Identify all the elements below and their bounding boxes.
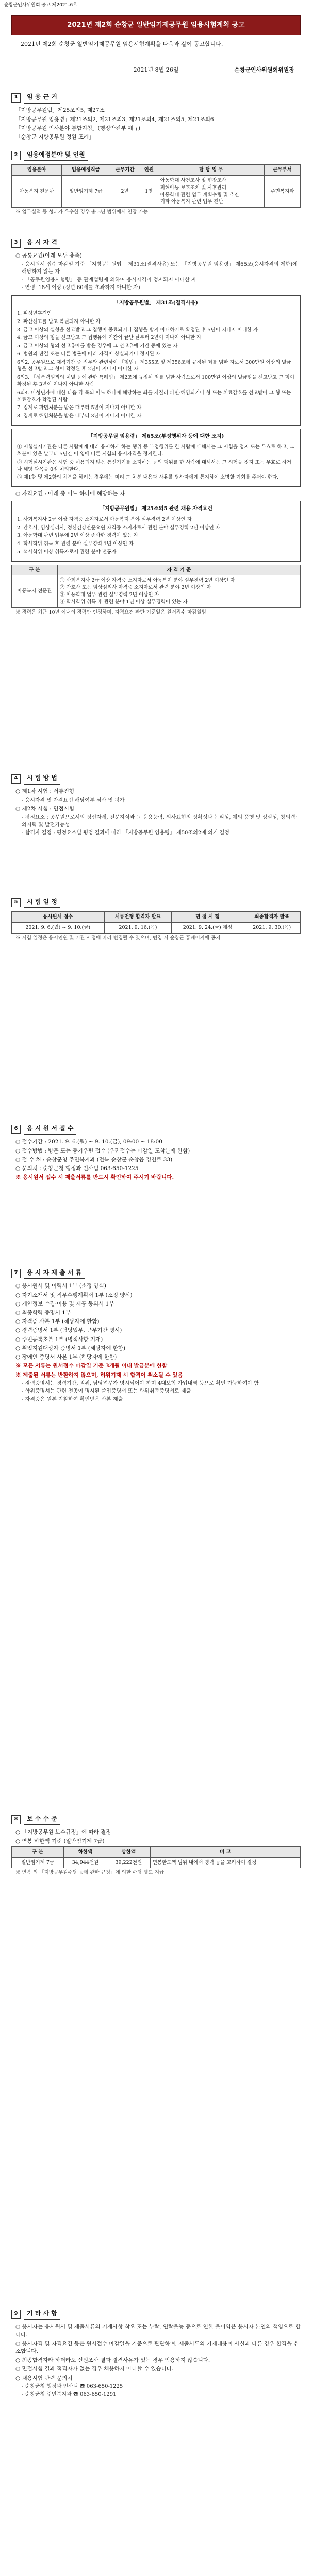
other-line: ○ 면접시험 결과 적격자가 없는 경우 채용하지 아니할 수 있습니다. bbox=[15, 2366, 174, 2372]
table-header: 비 고 bbox=[150, 1846, 300, 1857]
box-item: 1. 피성년후견인 bbox=[17, 311, 52, 317]
section-title: 임 용 근 거 bbox=[24, 92, 60, 104]
document-item: ○ 취업지원대상자 증명서 1부 (해당자에 한함) bbox=[15, 1345, 126, 1351]
table-header: 구 분 bbox=[12, 1846, 64, 1857]
document-item: ○ 자기소개서 및 직무수행계획서 1부 (소정 양식) bbox=[15, 1292, 133, 1298]
table-header: 근무부서 bbox=[264, 165, 300, 176]
cell-field: 아동복지 전문관 bbox=[12, 176, 62, 208]
section-title: 기 타 사 항 bbox=[24, 2308, 60, 2320]
section-number: 9 bbox=[11, 2310, 21, 2319]
table-cell: 일반임기제 7급 bbox=[12, 1857, 64, 1868]
qual-line: - 응시원서 접수 마감일 기준 「지방공무원법」 제31조(결격사유) 또는 「지방공무원 임용령」 제65조(응시자격의 제한)에 해당하지 않는 자 bbox=[22, 261, 298, 275]
table-header: 면 접 시 험 bbox=[172, 912, 243, 923]
box-item: 6의3. 「성폭력범죄의 처벌 등에 관한 특례법」 제2조에 규정된 죄를 범한 사람으로서 100만원 이상의 벌금형을 선고받고 그 형이 확정된 후 3년이 지나지 아니한 사람 bbox=[17, 375, 294, 387]
intro-text: 2021년 제2회 순창군 일반임기제공무원 임용시험계획을 다음과 같이 공고합니다. bbox=[21, 41, 223, 47]
application-line: ○ 접수기간 : 2021. 9. 6.(월) ~ 9. 10.(금), 09:00 ~ 18:00 bbox=[15, 1139, 162, 1145]
section-title: 응 시 자 격 bbox=[24, 237, 60, 249]
section-number: 8 bbox=[11, 1815, 21, 1824]
other-line: ○ 최종합격자라 하더라도 신원조사 결과 결격사유가 있는 경우 임용하지 않습니다. bbox=[15, 2357, 210, 2364]
box-title: 「지방공무원법」 제25조의5 관련 채용 자격요건 bbox=[99, 506, 213, 512]
table-cell: 연봉한도액 범위 내에서 경력 등을 고려하여 결정 bbox=[150, 1857, 300, 1868]
box-item: 4. 학사학위 취득 후 관련 분야 실무경력 1년 이상인 자 bbox=[17, 541, 134, 547]
box-item: 4. 금고 이상의 형을 선고받고 그 집행유예 기간이 끝난 날부터 2년이 지나지 아니한 자 bbox=[17, 335, 202, 341]
table-header: 상한액 bbox=[107, 1846, 150, 1857]
box-item: 6의2. 공무원으로 재직기간 중 직무와 관련하여 「형법」 제355조 및 제356조에 규정된 죄를 범한 자로서 300만원 이상의 벌금형을 선고받고 그 형이 확정된 후 2년이 지나지 아니한 자 bbox=[17, 359, 291, 372]
qual-line: - 「공무원임용시험령」 등 관계법령에 의하여 응시자격이 정지되지 아니한 자 bbox=[22, 277, 196, 283]
box-title: 「지방공무원 임용령」 제65조(부정행위자 등에 대한 조치) bbox=[88, 433, 224, 439]
cell-count: 1명 bbox=[140, 176, 158, 208]
box-item: 1. 사회복지사 2급 이상 자격증 소지자로서 아동복지 분야 실무경력 2년 이상인 자 bbox=[17, 516, 192, 522]
document-item: ○ 최종학력 증명서 1부 bbox=[15, 1310, 71, 1316]
section-salary bbox=[11, 1814, 301, 1877]
document-item: ○ 경력증명서 1부 (담당업무, 근무기간 명시) bbox=[15, 1327, 122, 1334]
other-line: ○ 응시자는 응시원서 및 제출서류의 기재사항 착오 또는 누락, 연락불능 등으로 인한 불이익은 응시자 본인의 책임으로 합니다. bbox=[15, 2324, 301, 2338]
box-item: 8. 징계로 해임처분을 받은 때부터 3년이 지나지 아니한 자 bbox=[17, 413, 142, 419]
basis-line: 「순창군 지방공무원 정원 조례」 bbox=[15, 134, 94, 141]
salary-table bbox=[11, 1846, 301, 1869]
table-cell: 39,222천원 bbox=[107, 1857, 150, 1868]
other-line: ○ 응시자격 및 자격요건 등은 원서접수 마감일을 기준으로 판단하며, 제출서류의 기재내용이 사실과 다른 경우 합격을 취소합니다. bbox=[15, 2340, 299, 2355]
box-item: 6의4. 미성년자에 대한 다음 각 목의 어느 하나에 해당하는 죄를 저질러 파면·해임되거나 형 또는 치료감호를 선고받아 그 형 또는 치료감호가 확정된 사람 bbox=[17, 389, 291, 403]
section-positions bbox=[11, 149, 301, 217]
section-number: 5 bbox=[11, 898, 21, 907]
box-item: 5. 석사학위 이상 취득자로서 관련 분야 전공자 bbox=[17, 549, 117, 555]
table-header: 인원 bbox=[140, 165, 158, 176]
section-title: 시 험 일 정 bbox=[24, 896, 60, 908]
cell-duties bbox=[158, 176, 264, 208]
table-row bbox=[12, 176, 301, 208]
application-line: ○ 접수방법 : 방문 또는 등기우편 접수 (우편접수는 마감일 도착분에 한함) bbox=[15, 1147, 190, 1154]
table-header: 임용예정직급 bbox=[62, 165, 110, 176]
box-item: 7. 징계로 파면처분을 받은 때부터 5년이 지나지 아니한 자 bbox=[17, 405, 142, 411]
box-item: ③ 제1항 및 제2항의 처분을 하려는 경우에는 미리 그 처분 내용과 사유를 당사자에게 통지하여 소명할 기회를 주어야 한다. bbox=[17, 474, 279, 481]
documents-extra: - 자격증은 원본 지참하여 확인받은 사본 제출 bbox=[22, 1396, 123, 1402]
table-header: 최종합격자 발표 bbox=[243, 912, 301, 923]
section-documents bbox=[11, 1267, 301, 1404]
table-header: 자 격 기 준 bbox=[58, 565, 301, 575]
method-line: - 응시자격 및 자격요건 해당여부 심사 및 평가 bbox=[22, 797, 125, 803]
table-cell: 2021. 9. 24.(금) 예정 bbox=[172, 923, 243, 934]
basis-line: 「지방공무원법」제25조의5, 제27조 bbox=[15, 107, 105, 114]
section-title: 보 수 수 준 bbox=[24, 1814, 60, 1825]
section-number: 6 bbox=[11, 1125, 21, 1134]
table-row bbox=[12, 923, 301, 934]
schedule-table bbox=[11, 911, 301, 934]
duty-item: 아동학대 관련 업무 계획수립 및 추진 bbox=[160, 192, 239, 198]
box-item: 2. 간호사, 임상심리사, 정신건강전문요원 자격증 소지자로서 관련 분야 실무경력 2년 이상인 자 bbox=[17, 524, 220, 531]
box-item: ① 시험실시기관은 다른 사람에게 대리 응시하게 하는 행위 등 부정행위를 한 사람에 대해서는 그 시험을 정지 또는 무효로 하고, 그 처분이 있은 날부터 5년간 이 영에 따른 시험의 응시자격을 정지한다. bbox=[17, 444, 294, 457]
section-application bbox=[11, 1123, 301, 1182]
document-item: ○ 개인정보 수집·이용 및 제공 동의서 1부 bbox=[15, 1300, 114, 1307]
salary-note: ※ 연봉 외 「지방공무원수당 등에 관한 규정」에 의한 수당 별도 지급 bbox=[15, 1870, 165, 1876]
table-header: 담 당 업 무 bbox=[158, 165, 264, 176]
section-qualifications bbox=[11, 237, 301, 617]
section-other bbox=[11, 2308, 301, 2399]
disqualification-box bbox=[11, 295, 301, 426]
section-basis bbox=[11, 92, 301, 142]
salary-line: ○ 연봉 하한액 기준 (일반임기제 7급) bbox=[15, 1838, 105, 1844]
documents-extra: - 경력증명서는 경력기간, 직위, 담당업무가 명시되어야 하며 4대보험 가입내역 등으로 확인 가능하여야 함 bbox=[22, 1380, 259, 1386]
other-line: ○ 채용시험 관련 문의처 bbox=[15, 2375, 73, 2381]
documents-highlight: ※ 제출된 서류는 반환하지 않으며, 허위기재 시 합격이 취소될 수 있음 bbox=[15, 1371, 183, 1378]
issuer: 순창군인사위원회위원장 bbox=[234, 66, 294, 73]
table-cell: 2021. 9. 6.(월) ~ 9. 10.(금) bbox=[12, 923, 105, 934]
document-item: ○ 자격증 사본 1부 (해당자에 한함) bbox=[15, 1318, 100, 1325]
basis-line: 「지방공무원 임용령」제21조의2, 제21조의3, 제21조의4, 제21조의5, 제21조의6 bbox=[15, 116, 214, 123]
table-header: 서류전형 합격자 발표 bbox=[104, 912, 172, 923]
other-line: - 순창군청 행정과 인사팀 ☎ 063-650-1225 bbox=[22, 2383, 123, 2389]
document-number: 순창군인사위원회 공고 제2021-6호 bbox=[4, 3, 77, 8]
document-item: ○ 장애인 증명서 사본 1부 (해당자에 한함) bbox=[15, 1354, 117, 1361]
positions-table bbox=[11, 164, 301, 208]
box-item: 3. 아동학대 관련 업무에 2년 이상 종사한 경력이 있는 자 bbox=[17, 533, 139, 539]
section-number: 4 bbox=[11, 774, 21, 784]
section-title: 응 시 자 제 출 서 류 bbox=[24, 1267, 85, 1279]
cell-criteria bbox=[58, 575, 301, 607]
section-number: 3 bbox=[11, 239, 21, 248]
documents-highlight: ※ 모든 서류는 원서접수 마감일 기준 3개월 이내 발급분에 한함 bbox=[15, 1363, 168, 1369]
positions-note: ※ 업무실적 등 성과가 우수한 경우 총 5년 범위에서 연장 가능 bbox=[15, 209, 148, 215]
duty-item: 아동학대 사건조사 및 현장조사 bbox=[160, 178, 227, 184]
table-header: 근무기간 bbox=[110, 165, 140, 176]
cell-period: 2년 bbox=[110, 176, 140, 208]
requirements-box bbox=[11, 501, 301, 561]
table-row bbox=[12, 1857, 301, 1868]
box-item: 6. 법원의 판결 또는 다른 법률에 따라 자격이 상실되거나 정지된 자 bbox=[17, 351, 160, 357]
application-highlight: ※ 응시원서 접수 시 제출서류를 반드시 확인하여 주시기 바랍니다. bbox=[15, 1174, 174, 1181]
cell-dept: 주민복지과 bbox=[264, 176, 300, 208]
cell-grade: 일반임기제 7급 bbox=[62, 176, 110, 208]
box-item: 5. 금고 이상의 형의 선고유예를 받은 경우에 그 선고유예 기간 중에 있는 자 bbox=[17, 343, 178, 349]
criteria-item: ③ 아동학대 업무 관련 실무경력 2년 이상인 자 bbox=[60, 592, 159, 598]
section-number: 2 bbox=[11, 151, 21, 160]
qual-line: ○ 공통요건(아래 모두 충족) bbox=[15, 252, 82, 259]
criteria-item: ① 사회복지사 2급 이상 자격증 소지자로서 아동복지 분야 실무경력 2년 이상인 자 bbox=[60, 578, 235, 584]
qualification-table bbox=[11, 565, 301, 608]
box-title: 「지방공무원법」 제31조(결격사유) bbox=[114, 300, 198, 306]
table-cell: 2021. 9. 30.(목) bbox=[243, 923, 301, 934]
section-title: 응 시 원 서 접 수 bbox=[24, 1123, 76, 1135]
method-line: ○ 제2차 시험 : 면접시험 bbox=[15, 806, 74, 812]
table-row bbox=[12, 575, 301, 607]
criteria-item: ④ 학사학위 취득 후 관련 분야 1년 이상 실무경력이 있는 자 bbox=[60, 599, 188, 605]
qual-line: ○ 자격요건 : 아래 중 어느 하나에 해당하는 자 bbox=[15, 490, 125, 497]
box-item: ② 시험실시기관은 시험 중 허용되지 않은 통신기기를 소지하는 등의 행위를 한 사람에 대해서는 그 시험을 정지 또는 무효로 하거나 해당 과목을 0점 처리한다. bbox=[17, 459, 291, 472]
page-title: 2021년 제2회 순창군 일반임기제공무원 임용시험계획 공고 bbox=[11, 15, 301, 35]
box-item: 2. 파산선고를 받고 복권되지 아니한 자 bbox=[17, 318, 101, 325]
table-cell: 34,944천원 bbox=[64, 1857, 107, 1868]
box-item: 3. 금고 이상의 실형을 선고받고 그 집행이 종료되거나 집행을 받지 아니하기로 확정된 후 5년이 지나지 아니한 자 bbox=[17, 327, 258, 333]
section-title: 시 험 방 법 bbox=[24, 773, 60, 785]
cheating-box bbox=[11, 429, 301, 487]
qual-line: - 연령: 18세 이상 (정년 60세를 초과하지 아니한 자) bbox=[22, 285, 140, 291]
table-header: 하한액 bbox=[64, 1846, 107, 1857]
method-line: - 합격자 결정 : 평정요소별 평정 결과에 따라 「지방공무원 임용령」 제50조의2에 의거 결정 bbox=[22, 830, 229, 836]
announcement-date: 2021년 8월 26일 bbox=[133, 66, 179, 73]
schedule-note: ※ 시험 일정은 응시인원 및 기관 사정에 따라 변경될 수 있으며, 변경 시 순창군 홈페이지에 공지 bbox=[15, 935, 221, 941]
section-exam-method bbox=[11, 773, 301, 838]
salary-line: ○ 「지방공무원 보수규정」에 따라 결정 bbox=[15, 1829, 111, 1836]
method-line: - 평정요소 : 공무원으로서의 정신자세, 전문지식과 그 응용능력, 의사표현의 정확성과 논리성, 예의·품행 및 성실성, 창의력·의지력 및 발전가능성 bbox=[22, 815, 298, 828]
table-header: 임용분야 bbox=[12, 165, 62, 176]
duty-item: 피해아동 보호조치 및 사후관리 bbox=[160, 184, 227, 191]
table-header: 응시원서 접수 bbox=[12, 912, 105, 923]
duty-item: 기타 아동복지 관련 업무 전반 bbox=[160, 199, 223, 205]
table-header: 구 분 bbox=[12, 565, 58, 575]
qualification-note: ※ 경력은 최근 10년 이내의 경력만 인정하며, 자격요건 판단 기준일은 원서접수 마감일임 bbox=[15, 609, 206, 615]
other-line: - 순창군청 주민복지과 ☎ 063-650-1291 bbox=[22, 2392, 117, 2398]
criteria-item: ② 간호사 또는 임상심리사 자격증 소지자로서 관련 분야 2년 이상인 자 bbox=[60, 585, 211, 591]
section-number: 7 bbox=[11, 1269, 21, 1278]
table-cell: 2021. 9. 16.(목) bbox=[104, 923, 172, 934]
section-schedule bbox=[11, 896, 301, 943]
document-item: ○ 주민등록초본 1부 (병적사항 기재) bbox=[15, 1336, 103, 1343]
section-title: 임용예정분야 및 인원 bbox=[24, 149, 88, 161]
method-line: ○ 제1차 시험 : 서류전형 bbox=[15, 788, 74, 795]
cell-label: 아동복지 전문관 bbox=[12, 575, 58, 607]
intro bbox=[15, 40, 297, 50]
section-number: 1 bbox=[11, 93, 21, 103]
application-line: ○ 문의처 : 순창군청 행정과 인사팀 063-650-1225 bbox=[15, 1165, 139, 1172]
basis-line: 「지방공무원 인사분야 통합지침」(행정안전부 예규) bbox=[15, 125, 141, 131]
document-item: ○ 응시원서 및 이력서 1부 (소정 양식) bbox=[15, 1283, 106, 1290]
application-line: ○ 접 수 처 : 순창군청 주민복지과 (전북 순창군 순창읍 경천로 33) bbox=[15, 1156, 173, 1163]
documents-extra: - 학위증명서는 관련 전공이 명시된 졸업증명서 또는 학위취득증명서로 제출 bbox=[22, 1388, 191, 1395]
